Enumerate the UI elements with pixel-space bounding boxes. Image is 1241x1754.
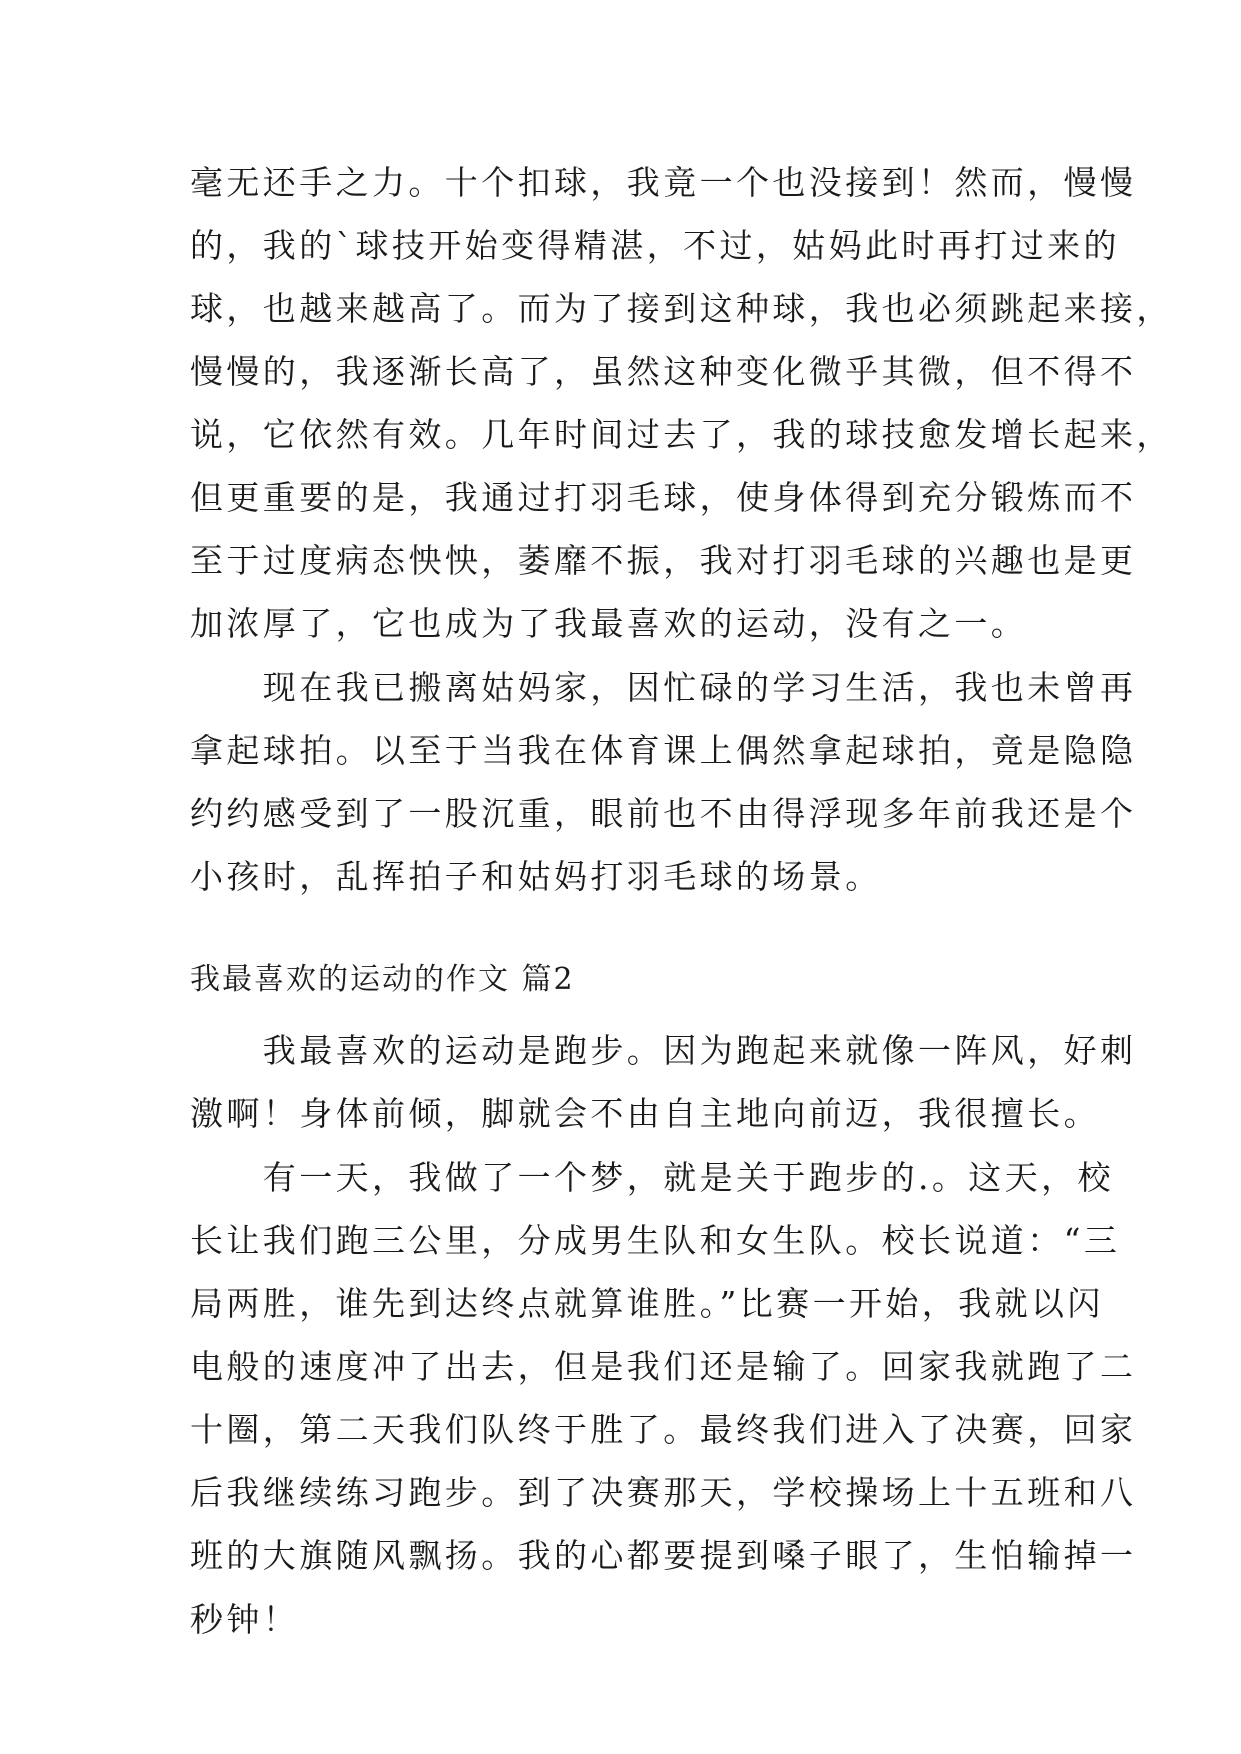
paragraph-line: 的，我的`球技开始变得精湛，不过，姑妈此时再打过来的 — [190, 226, 1120, 265]
paragraph-line: 毫无还手之力。十个扣球，我竟一个也没接到！然而，慢慢 — [190, 163, 1137, 202]
paragraph-line: 班的大旗随风飘扬。我的心都要提到嗓子眼了，生怕输掉一 — [190, 1536, 1137, 1575]
paragraph-line: 说，它依然有效。几年时间过去了，我的球技愈发增长起来， — [190, 415, 1173, 454]
paragraph-line: 局两胜，谁先到达终点就算谁胜。”比赛一开始，我就以闪 — [190, 1284, 1104, 1323]
paragraph-line: 我最喜欢的运动是跑步。因为跑起来就像一阵风，好刺 — [190, 1031, 1137, 1070]
paragraph-line: 现在我已搬离姑妈家，因忙碌的学习生活，我也未曾再 — [190, 668, 1137, 707]
paragraph-line: 至于过度病态怏怏，萎靡不振，我对打羽毛球的兴趣也是更 — [190, 541, 1137, 580]
paragraph-line: 但更重要的是，我通过打羽毛球，使身体得到充分锻炼而不 — [190, 478, 1137, 517]
paragraph-line: 秒钟！ — [190, 1600, 300, 1639]
paragraph-line: 加浓厚了，它也成为了我最喜欢的运动，没有之一。 — [190, 604, 1028, 643]
paragraph-line: 十圈，第二天我们队终于胜了。最终我们进入了决赛，回家 — [190, 1410, 1137, 1449]
paragraph-line: 约约感受到了一股沉重，眼前也不由得浮现多年前我还是个 — [190, 794, 1137, 833]
paragraph-line: 长让我们跑三公里，分成男生队和女生队。校长说道：“三 — [190, 1221, 1121, 1260]
paragraph-line: 慢慢的，我逐渐长高了，虽然这种变化微乎其微，但不得不 — [190, 352, 1137, 391]
paragraph-line: 有一天，我做了一个梦，就是关于跑步的.。这天，校 — [190, 1158, 1114, 1197]
section-heading: 我最喜欢的运动的作文 篇2 — [190, 962, 575, 997]
paragraph-line: 球，也越来越高了。而为了接到这种球，我也必须跳起来接， — [190, 289, 1173, 328]
paragraph-line: 拿起球拍。以至于当我在体育课上偶然拿起球拍，竟是隐隐 — [190, 731, 1137, 770]
paragraph-line: 电般的速度冲了出去，但是我们还是输了。回家我就跑了二 — [190, 1347, 1137, 1386]
paragraph-line: 后我继续练习跑步。到了决赛那天，学校操场上十五班和八 — [190, 1473, 1137, 1512]
paragraph-line: 激啊！身体前倾，脚就会不由自主地向前迈，我很擅长。 — [190, 1094, 1100, 1133]
paragraph-line: 小孩时，乱挥拍子和姑妈打羽毛球的场景。 — [190, 857, 882, 896]
